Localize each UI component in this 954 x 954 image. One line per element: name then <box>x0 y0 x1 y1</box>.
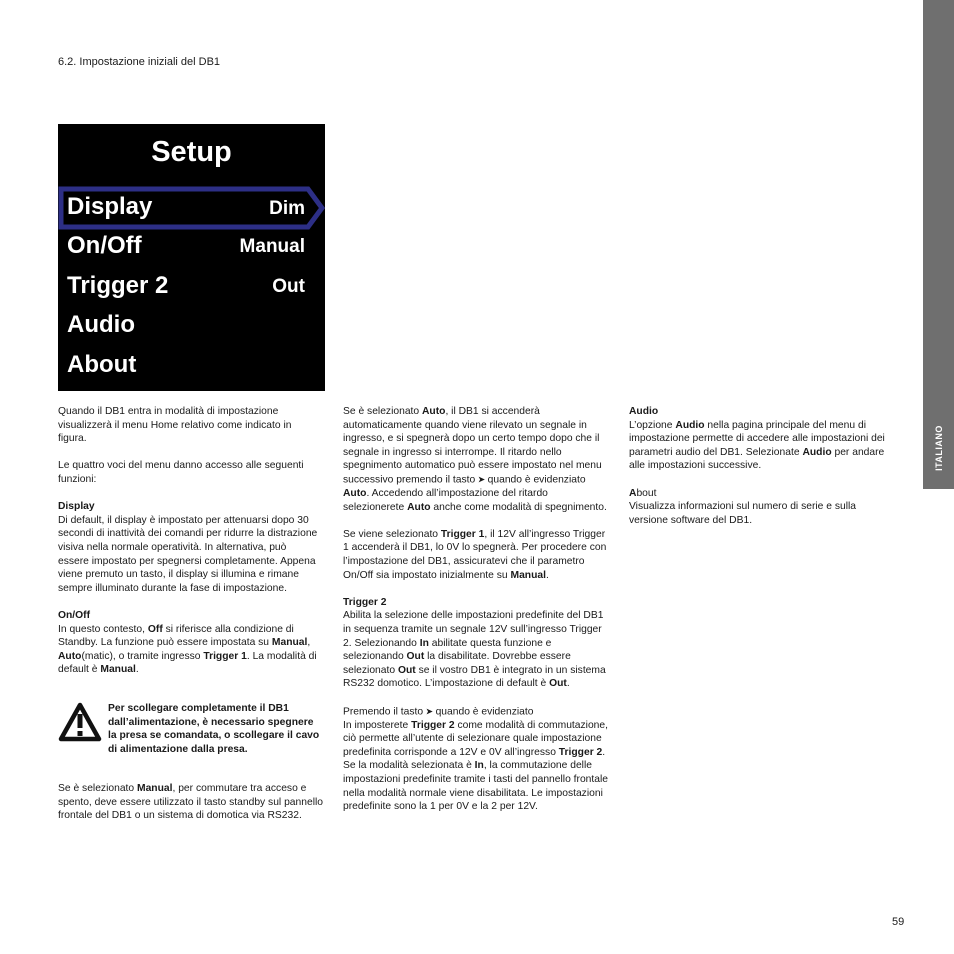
press-bold: In <box>474 760 484 772</box>
manual-bold: Manual <box>137 783 173 794</box>
press-text: come modalità di commutazione, ciò permette all’utente di selezionare quale impostazione predefinita corrisponde a 12V e 0V all’ingresso <box>343 719 608 758</box>
onoff-bold: Auto <box>58 650 82 662</box>
auto-bold: Auto <box>343 488 367 500</box>
auto-text: anche come modalità di spegnimento. <box>430 501 607 513</box>
text-column-3 <box>629 405 889 541</box>
press-bold: Trigger 2 <box>411 719 455 731</box>
onoff-bold: Manual <box>271 637 308 649</box>
audio-section <box>629 405 889 473</box>
auto-text: Se è selezionato <box>343 406 422 417</box>
trigger2-text: la disabilitate. Dovrebbe essere selezionato <box>343 651 571 676</box>
menu-value-display: Dim <box>269 198 305 219</box>
audio-text: L’opzione <box>629 419 676 431</box>
audio-heading: Audio <box>629 406 659 417</box>
trigger1-text: Se viene selezionato <box>343 528 441 540</box>
menu-value-onoff: Manual <box>239 236 305 257</box>
about-heading-initial: A <box>629 487 637 499</box>
about-heading-rest: bout <box>636 487 657 499</box>
intro-paragraph: Quando il DB1 entra in modalità di impostazione visualizzerà il menu Home relativo come indicato in figura. <box>58 406 292 445</box>
onoff-heading: On/Off <box>58 609 91 621</box>
auto-paragraph <box>343 405 609 514</box>
onoff-text: , <box>307 637 311 649</box>
onoff-text: . <box>135 664 139 676</box>
about-heading <box>629 487 889 501</box>
trigger2-text: se il vostro DB1 è integrato in un sistema RS232 domotico. L’impostazione di default è <box>343 664 606 690</box>
language-tab-label: ITALIANO <box>933 424 944 471</box>
menu-item-onoff: On/Off <box>67 232 142 259</box>
trigger2-heading: Trigger 2 <box>343 596 387 608</box>
audio-text: per andare alle impostazioni successive. <box>629 446 885 472</box>
auto-text: . Accedendo all’impostazione del ritardo selezionerete <box>343 488 548 513</box>
manual-paragraph <box>58 782 324 836</box>
trigger2-text: . <box>566 678 570 690</box>
onoff-section <box>58 609 320 677</box>
menu-item-about: About <box>67 351 137 378</box>
text-column-1 <box>58 405 320 690</box>
display-heading: Display <box>58 501 95 513</box>
arrow-right-icon: ➤ <box>426 706 433 716</box>
trigger1-bold: Manual <box>510 569 546 581</box>
menu-item-trigger2: Trigger 2 <box>67 272 169 299</box>
trigger1-bold: Trigger 1 <box>440 528 485 540</box>
audio-bold: Audio <box>675 419 705 431</box>
trigger2-bold: In <box>419 637 429 649</box>
auto-bold: Auto <box>422 406 446 417</box>
press-paragraph <box>343 705 609 814</box>
about-text: Visualizza informazioni sul numero di serie e sulla versione software del DB1. <box>629 501 857 526</box>
setup-screen-illustration <box>58 124 325 391</box>
intro-paragraph-2: Le quattro voci del menu danno accesso alle seguenti funzioni: <box>58 460 304 485</box>
auto-bold: Auto <box>407 501 431 513</box>
display-section <box>58 500 320 595</box>
about-section <box>629 487 889 528</box>
onoff-text: . La modalità di default è <box>58 650 317 676</box>
trigger1-text: , il 12V all’ingresso Trigger 1 accenderà il DB1, lo 0V lo spegnerà. Per procedere con l’impostazione del DB1, assicuratevi che il parametro On/Off sia impostato inizialmente su <box>343 528 607 581</box>
menu-item-audio: Audio <box>67 311 135 338</box>
manual-text: , per commutare tra acceso e spento, deve essere utilizzato il tasto standby sul pannello frontale del DB1 o un sistema di domotica via RS232. <box>58 783 324 822</box>
manual-text: Se è selezionato <box>58 783 137 794</box>
trigger2-bold: Out <box>397 664 416 676</box>
menu-item-display: Display <box>67 193 153 220</box>
trigger1-text: . <box>545 569 549 581</box>
onoff-bold: Manual <box>100 664 136 676</box>
warning-icon <box>58 702 102 742</box>
auto-text: , il DB1 si accenderà automaticamente quando viene rilevato un segnale in ingresso, e si spegnerà dopo un certo tempo dopo che il segnale in ingresso si interrompe. Il ritardo nello spegnimento automatico può essere impostato nel menu successivo premendo il tasto <box>343 406 602 486</box>
display-text: Di default, il display è impostato per attenuarsi dopo 30 secondi di inattività dei comandi per ridurre la distrazione visiva nella normale operatività. In alternativa, può essere impostato per spegnersi completamente. Appena viene premuto un tasto, il display si illumina e rimane sempre illuminato durante la fase di impostazione. <box>58 514 318 594</box>
text-column-2 <box>343 405 609 827</box>
trigger1-paragraph <box>343 528 609 582</box>
page-number: 59 <box>892 916 905 928</box>
press-text: Premendo il tasto <box>343 706 426 718</box>
onoff-bold: Off <box>147 623 163 635</box>
trigger2-text: abilitate questa funzione e selezionando <box>343 637 552 663</box>
warning-text: Per scollegare completamente il DB1 dall’alimentazione, è necessario spegnere la presa se comandata, o scollegare il cavo di alimentazione dalla presa. <box>108 703 320 755</box>
press-text: In imposterete <box>343 719 412 731</box>
audio-bold: Audio <box>802 446 832 458</box>
press-text: . Se la modalità selezionata è <box>343 746 606 772</box>
trigger2-section <box>343 596 609 691</box>
trigger2-bold: Out <box>549 678 567 690</box>
press-text: quando è evidenziato <box>432 706 534 718</box>
trigger2-text: Abilita la selezione delle impostazioni predefinite del DB1 in sequenza tramite un segnale 12V sull’ingresso Trigger 2. Selezionando <box>343 610 604 649</box>
onoff-bold: Trigger 1 <box>203 650 247 662</box>
arrow-right-icon: ➤ <box>478 474 485 484</box>
auto-text: quando è evidenziato <box>484 474 586 486</box>
onoff-text: si riferisce alla condizione di Standby. La funzione può essere impostata su <box>58 623 294 649</box>
onoff-text: (matic), o tramite ingresso <box>81 650 204 662</box>
press-bold: Trigger 2 <box>558 746 603 758</box>
audio-text: nella pagina principale del menu di impostazione permette di accedere alle impostazioni dei parametri audio del DB1. Selezionate <box>629 419 885 458</box>
onoff-text: In questo contesto, <box>58 623 148 635</box>
press-text: , la commutazione delle impostazioni predefinite tramite i tasti del pannello frontale nella modalità normale viene disabilitata. Le impostazioni predefinite sono la 1 per 0V e la 2 per 12V. <box>343 760 609 813</box>
setup-screen-title: Setup <box>151 136 232 168</box>
section-heading: 6.2. Impostazione iniziali del DB1 <box>58 56 221 68</box>
menu-value-trigger2: Out <box>272 276 305 297</box>
trigger2-bold: Out <box>406 651 425 663</box>
